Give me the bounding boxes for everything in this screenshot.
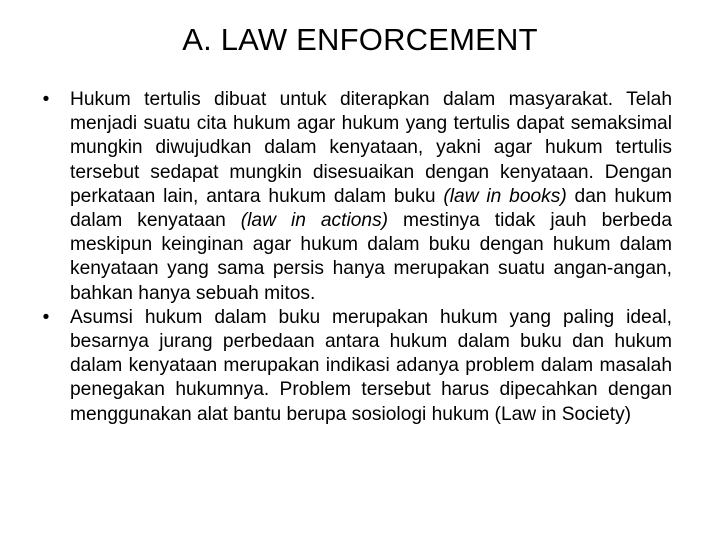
bullet-list (36, 88, 672, 427)
bullet-text: Asumsi hukum dalam buku merupakan hukum yang paling ideal, besarnya jurang perbedaan antara hukum dalam buku dan hukum dalam kenyataan merupakan indikasi adanya problem dalam masalah penegakan hukumnya. Problem tersebut harus dipecahkan dengan menggunakan alat bantu berupa sosiologi hukum (Law in Society) (70, 306, 672, 425)
slide-title: A. LAW ENFORCEMENT (182, 22, 538, 57)
italic-term-law-in-books: (law in books) (443, 185, 567, 207)
bullet-item-law-in-books (36, 88, 672, 306)
bullet-icon: • (42, 306, 50, 328)
bullet-text-part1: Hukum tertulis dibuat untuk diterapkan dalam masyarakat. Telah menjadi suatu cita hukum agar hukum yang tertulis dapat semaksimal mungkin diwujudkan dalam kenyataan, yakni agar hukum tertulis tersebut sedapat mungkin disesuaikan dengan kenyataan. Dengan perkataan lain, antara hukum dalam buku (70, 89, 672, 207)
bullet-text-part2: dan hukum dalam kenyataan (70, 185, 672, 232)
bullet-icon: • (42, 89, 50, 110)
bullet-text-part3: mestinya tidak jauh berbeda meskipun keinginan agar hukum dalam buku dengan hukum dalam kenyataan yang sama persis hanya merupakan suatu angan-angan, bahkan hanya sebuah mitos. (70, 210, 673, 304)
italic-term-law-in-actions: (law in actions) (240, 210, 389, 232)
bullet-item-assumption (36, 306, 672, 427)
